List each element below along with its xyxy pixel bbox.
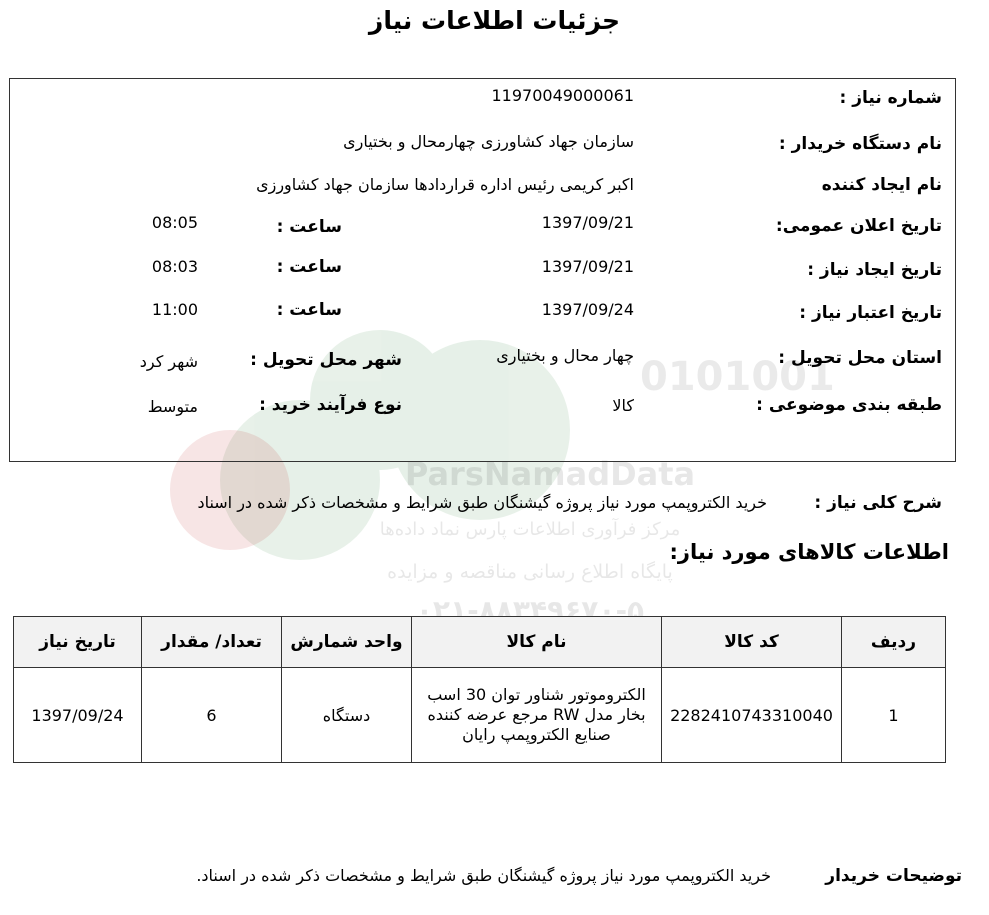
validity-time-label: ساعت : xyxy=(276,300,342,320)
buyer-org-value: سازمان جهاد کشاورزی چهارمحال و بختیاری xyxy=(343,132,634,151)
delivery-city-label: شهر محل تحویل : xyxy=(250,350,402,370)
created-time-value: 08:03 xyxy=(151,257,198,276)
cell-item-code: 2282410743310040 xyxy=(662,668,842,763)
watermark-phone: ۰۲۱-۸۸۳۴۹۶۷۰-۵ xyxy=(415,594,645,627)
buyer-org-label: نام دستگاه خریدار : xyxy=(778,134,942,154)
col-header-row-number: ردیف xyxy=(842,617,946,668)
creator-value: اکبر کریمی رئیس اداره قراردادها سازمان جهاد کشاورزی xyxy=(256,175,634,194)
watermark-line1: مرکز فرآوری اطلاعات پارس نماد داده‌ها xyxy=(379,519,681,540)
cell-quantity: 6 xyxy=(142,668,282,763)
table-row xyxy=(14,668,946,763)
cell-row-number: 1 xyxy=(842,668,946,763)
goods-table xyxy=(13,616,946,763)
delivery-province-value: چهار محال و بختیاری xyxy=(496,346,634,365)
goods-section-title: اطلاعات کالاهای مورد نیاز: xyxy=(669,540,949,564)
created-date-label: تاریخ ایجاد نیاز : xyxy=(807,260,942,280)
table-header-row xyxy=(14,617,946,668)
validity-time: 11:00 xyxy=(151,300,198,319)
category-value: کالا xyxy=(612,396,634,415)
created-date-value: 1397/09/21 xyxy=(541,257,634,276)
col-header-quantity: تعداد/ مقدار xyxy=(142,617,282,668)
watermark-line2: پایگاه اطلاع رسانی مناقصه و مزایده xyxy=(387,561,673,583)
cell-item-name: الکتروموتور شناور توان 30 اسب بخار مدل RW مرجع عرضه کننده صنایع الکتروپمپ رایان xyxy=(412,668,662,763)
created-time-label: ساعت : xyxy=(276,257,342,277)
summary-label: شرح کلی نیاز : xyxy=(814,493,942,513)
need-number-value: 11970049000061 xyxy=(491,86,634,105)
delivery-province-label: استان محل تحویل : xyxy=(778,348,942,368)
watermark-digits: 0101001 xyxy=(640,354,835,400)
col-header-need-date: تاریخ نیاز xyxy=(14,617,142,668)
public-announce-label: تاریخ اعلان عمومی: xyxy=(775,216,942,236)
page-title: جزئیات اطلاعات نیاز xyxy=(368,6,621,35)
category-label: طبقه بندی موضوعی : xyxy=(756,395,942,415)
watermark-brand: ParsNamadData xyxy=(404,455,696,493)
public-announce-time: 08:05 xyxy=(151,213,198,232)
summary-value: خرید الکتروپمپ مورد نیاز پروژه گیشنگان طبق شرایط و مشخصات ذکر شده در اسناد xyxy=(197,493,767,512)
public-announce-date: 1397/09/21 xyxy=(541,213,634,232)
col-header-item-code: کد کالا xyxy=(662,617,842,668)
buyer-notes-label: توضیحات خریدار xyxy=(825,866,962,886)
col-header-unit: واحد شمارش xyxy=(282,617,412,668)
need-number-label: شماره نیاز : xyxy=(839,88,942,108)
buyer-notes-value: خرید الکتروپمپ مورد نیاز پروژه گیشنگان طبق شرایط و مشخصات ذکر شده در اسناد. xyxy=(196,866,771,885)
creator-label: نام ایجاد کننده xyxy=(821,175,942,195)
col-header-item-name: نام کالا xyxy=(412,617,662,668)
public-announce-time-label: ساعت : xyxy=(276,217,342,237)
cell-need-date: 1397/09/24 xyxy=(14,668,142,763)
purchase-process-label: نوع فرآیند خرید : xyxy=(259,395,402,415)
delivery-city-value: شهر کرد xyxy=(139,352,198,371)
validity-label: تاریخ اعتبار نیاز : xyxy=(799,303,942,323)
purchase-process-value: متوسط xyxy=(147,397,198,416)
validity-date: 1397/09/24 xyxy=(541,300,634,319)
cell-unit: دستگاه xyxy=(282,668,412,763)
